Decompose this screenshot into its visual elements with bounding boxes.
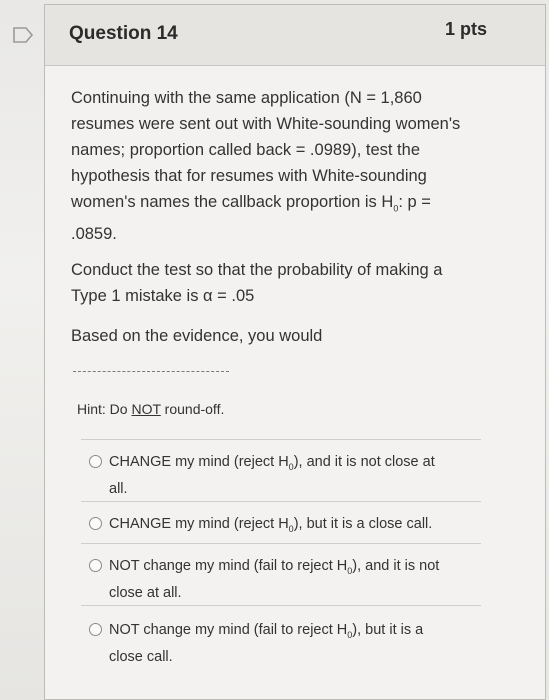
- divider: [81, 439, 481, 440]
- radio-button[interactable]: [89, 455, 102, 468]
- radio-button[interactable]: [89, 623, 102, 636]
- radio-button[interactable]: [89, 559, 102, 572]
- question-title: Question 14: [69, 23, 178, 44]
- divider: [81, 605, 481, 606]
- divider: [81, 501, 481, 502]
- divider: [81, 543, 481, 544]
- question-paragraph-1: Continuing with the same application (N = 1,860 resumes were sent out with White-sounding women's names; proportion called back = .0989), test the hypothesis that for resumes with White-sounding women's names the callback proportion is $H_0$: p = .0859.: [71, 89, 461, 244]
- radio-button[interactable]: [89, 517, 102, 530]
- flag-icon[interactable]: [12, 26, 34, 44]
- question-paragraph-3: Based on the evidence, you would: [71, 327, 323, 346]
- option-label: NOT change my mind (fail to reject $H_0$), but it is a close call.: [109, 622, 424, 665]
- hint-text: Hint: Do NOT round-off.: [77, 401, 225, 417]
- option-label: CHANGE my mind (reject $H_0$), but it is a close call.: [109, 516, 433, 534]
- question-card: [44, 4, 546, 700]
- question-body: [71, 85, 471, 349]
- question-paragraph-2: Conduct the test so that the probability of making a Type 1 mistake is α = .05: [71, 261, 443, 306]
- question-points: 1 pts: [444, 19, 487, 39]
- question-header: [45, 5, 545, 66]
- option-label: CHANGE my mind (reject $H_0$), and it is not close at all.: [109, 454, 435, 497]
- answer-blank: [73, 371, 229, 372]
- option-label: NOT change my mind (fail to reject $H_0$), and it is not close at all.: [109, 558, 440, 601]
